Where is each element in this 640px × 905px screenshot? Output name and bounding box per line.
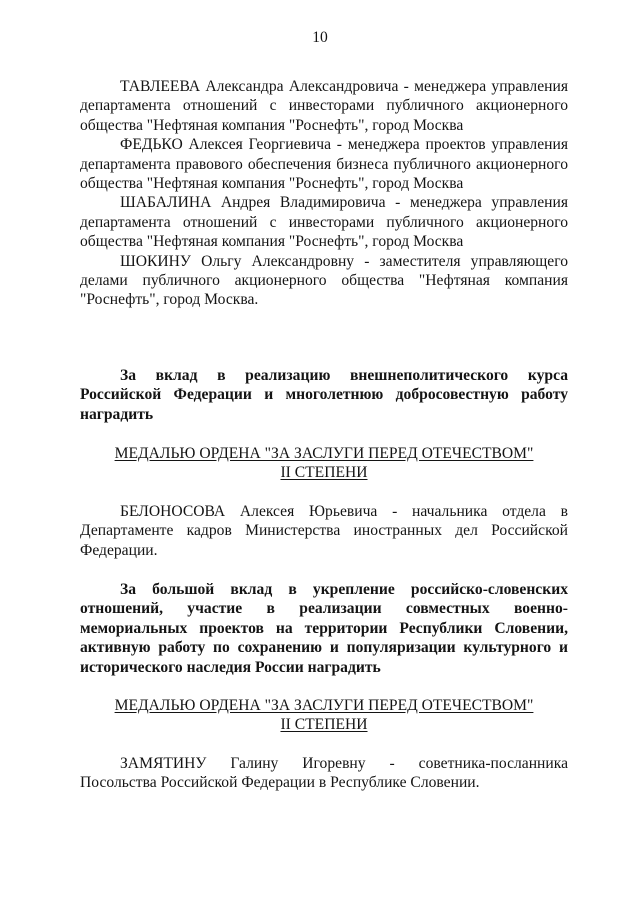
award-heading-1: [80, 444, 568, 483]
awardee-3: ЗАМЯТИНУ Галину Игоревну - советника-посланника Посольства Российской Федерации в Республике Словении.: [80, 755, 568, 792]
award-heading-line2: II СТЕПЕНИ: [280, 464, 368, 482]
awardee-entry: ШОКИНУ Ольгу Александровну - заместителя управляющего делами публичного акционерного общества "Нефтяная компания "Роснефть", город Москва.: [80, 252, 568, 309]
awardee-entry: ТАВЛЕЕВА Александра Александровича - менеджера управления департамента отношений с инвесторами публичного акционерного общества "Нефтяная компания "Роснефть", город Москва: [80, 78, 568, 134]
award-heading-2: [80, 696, 568, 735]
awardees-list-1: [80, 77, 568, 310]
award-heading-line1: МЕДАЛЬЮ ОРДЕНА "ЗА ЗАСЛУГИ ПЕРЕД ОТЕЧЕСТВОМ": [114, 445, 534, 462]
award-heading-line2: II СТЕПЕНИ: [280, 716, 368, 734]
page-number: 10: [312, 29, 328, 46]
awardee-2: БЕЛОНОСОВА Алексея Юрьевича - начальника отдела в Департаменте кадров Министерства иностранных дел Российской Федерации.: [80, 503, 568, 559]
decree-paragraph-2: За большой вклад в укрепление российско-словенских отношений, участие в реализации совместных военно-мемориальных проектов на территории Республики Словении, активную работу по сохранению и популяризации культурного и исторического наследия России наградить: [80, 581, 568, 676]
award-heading-line1: МЕДАЛЬЮ ОРДЕНА "ЗА ЗАСЛУГИ ПЕРЕД ОТЕЧЕСТВОМ": [114, 697, 534, 714]
awardee-entry: ФЕДЬКО Алексея Георгиевича - менеджера проектов управления департамента правового обеспечения бизнеса публичного акционерного общества "Нефтяная компания "Роснефть", город Москва: [80, 136, 568, 193]
decree-paragraph-1: За вклад в реализацию внешнеполитического курса Российской Федерации и многолетнюю добросовестную работу наградить: [80, 367, 568, 423]
awardee-entry: ШАБАЛИНА Андрея Владимировича - менеджера управления департамента отношений с инвесторами публичного акционерного общества "Нефтяная компания "Роснефть", город Москва: [80, 194, 568, 251]
